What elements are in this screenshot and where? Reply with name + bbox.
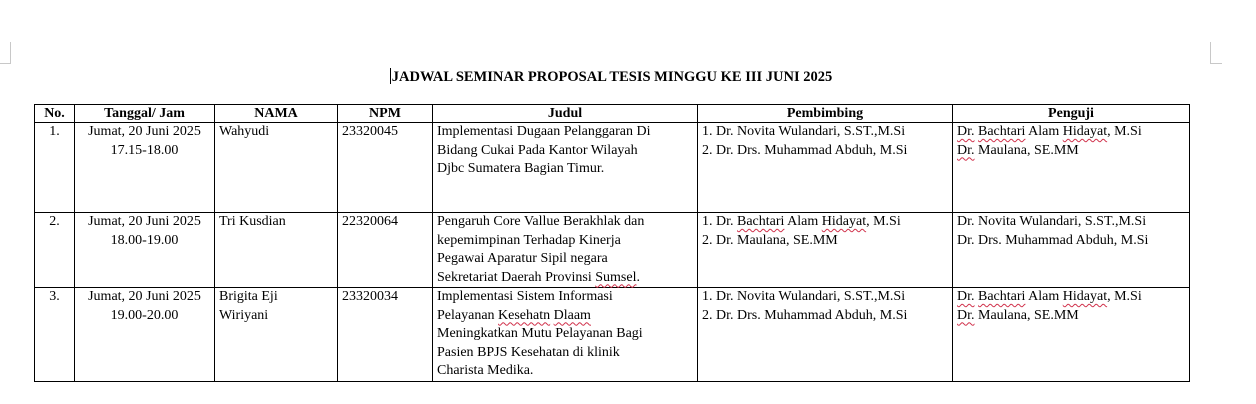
cell-penguji[interactable] xyxy=(953,213,1190,288)
pembimbing-item: 2. Dr. Drs. Muhammad Abduh, M.Si xyxy=(702,307,908,323)
cell-nama[interactable] xyxy=(215,123,338,213)
cell-tanggal-jam[interactable] xyxy=(75,288,215,382)
judul-line: Implementasi Sistem Informasi xyxy=(437,289,613,304)
spellcheck-flag: Bachtari xyxy=(737,214,785,229)
spellcheck-flag: Hidayat xyxy=(1062,124,1108,139)
cell-date: Jumat, 20 Juni 2025 xyxy=(88,124,201,139)
judul-line: Sekretariat Daerah Provinsi Sumsel. xyxy=(437,269,640,285)
cell-penguji[interactable] xyxy=(953,123,1190,213)
pembimbing-item: 1. Dr. Novita Wulandari, S.ST.,M.Si xyxy=(702,124,906,139)
header-no[interactable]: No. xyxy=(35,105,75,123)
spellcheck-flag: Dr. xyxy=(957,124,975,139)
cell-name-line: Wahyudi xyxy=(219,124,270,139)
spellcheck-flag: Hidayat xyxy=(821,214,867,229)
cell-name-line: Wiriyani xyxy=(219,307,269,323)
cell-judul[interactable] xyxy=(433,123,698,213)
penguji-item: Dr. Maulana, SE.MM xyxy=(957,307,1079,323)
cell-npm[interactable]: 22320064 xyxy=(338,213,433,288)
cell-judul[interactable] xyxy=(433,213,698,288)
header-pembimbing[interactable]: Pembimbing xyxy=(698,105,953,123)
penguji-item: Dr. Maulana, SE.MM xyxy=(957,142,1079,158)
judul-line: Pelayanan Kesehatn Dlaam xyxy=(437,307,591,323)
page-margin-mark-right-h xyxy=(1210,63,1222,64)
judul-line: Charista Medika. xyxy=(437,363,534,378)
table-row xyxy=(35,123,1190,213)
judul-line: Pengaruh Core Vallue Berakhlak dan xyxy=(437,214,645,229)
cell-judul[interactable] xyxy=(433,288,698,382)
text-cursor xyxy=(390,68,391,84)
header-nama[interactable]: NAMA xyxy=(215,105,338,123)
cell-time: 17.15-18.00 xyxy=(110,142,179,158)
spellcheck-flag: Bachtari xyxy=(978,289,1026,304)
cell-no[interactable]: 1. xyxy=(35,123,75,213)
header-npm[interactable]: NPM xyxy=(338,105,433,123)
spellcheck-flag: Sumsel xyxy=(595,269,637,285)
pembimbing-item: 1. Dr. Bachtari Alam Hidayat, M.Si xyxy=(702,214,901,229)
cell-date: Jumat, 20 Juni 2025 xyxy=(88,214,201,229)
cell-npm[interactable]: 23320034 xyxy=(338,288,433,382)
penguji-item: Dr. Bachtari Alam Hidayat, M.Si xyxy=(957,124,1142,139)
judul-line: Pasien BPJS Kesehatan di klinik xyxy=(437,344,620,360)
cell-date: Jumat, 20 Juni 2025 xyxy=(88,289,201,304)
document-title-text[interactable]: JADWAL SEMINAR PROPOSAL TESIS MINGGU KE III JUNI 2025 xyxy=(391,69,833,85)
page-margin-mark-left xyxy=(10,42,11,64)
spellcheck-flag: Hidayat xyxy=(1062,289,1108,304)
pembimbing-item: 1. Dr. Novita Wulandari, S.ST.,M.Si xyxy=(702,289,906,304)
spellcheck-flag: Dr. xyxy=(957,289,975,304)
cell-pembimbing[interactable] xyxy=(698,123,953,213)
pembimbing-item: 2. Dr. Drs. Muhammad Abduh, M.Si xyxy=(702,142,908,158)
cell-pembimbing[interactable] xyxy=(698,288,953,382)
cell-nama[interactable] xyxy=(215,288,338,382)
judul-line: Pegawai Aparatur Sipil negara xyxy=(437,251,608,266)
header-penguji[interactable]: Penguji xyxy=(953,105,1190,123)
cell-time: 18.00-19.00 xyxy=(110,232,179,248)
header-judul[interactable]: Judul xyxy=(433,105,698,123)
penguji-item: Dr. Novita Wulandari, S.ST.,M.Si xyxy=(957,214,1147,229)
cell-name-line: Brigita Eji xyxy=(219,289,278,304)
cell-no[interactable]: 2. xyxy=(35,213,75,288)
cell-pembimbing[interactable] xyxy=(698,213,953,288)
cell-penguji[interactable] xyxy=(953,288,1190,382)
cell-name-line: Tri Kusdian xyxy=(219,214,286,229)
pembimbing-item: 2. Dr. Maulana, SE.MM xyxy=(702,232,838,248)
table-row xyxy=(35,288,1190,382)
page-margin-mark-left-h xyxy=(0,63,10,64)
judul-line: Djbc Sumatera Bagian Timur. xyxy=(437,161,605,176)
spellcheck-flag: Dr. xyxy=(957,307,975,323)
cell-tanggal-jam[interactable] xyxy=(75,213,215,288)
cell-tanggal-jam[interactable] xyxy=(75,123,215,213)
judul-line: Meningkatkan Mutu Pelayanan Bagi xyxy=(437,326,643,341)
header-tanggal-jam[interactable]: Tanggal/ Jam xyxy=(75,105,215,123)
document-title xyxy=(0,68,1222,86)
judul-line: kepemimpinan Terhadap Kinerja xyxy=(437,232,621,248)
spellcheck-flag: Bachtari xyxy=(978,124,1026,139)
table-row xyxy=(35,213,1190,288)
spellcheck-flag: Kesehatn xyxy=(498,307,551,323)
table-header-row xyxy=(35,105,1190,123)
cell-time: 19.00-20.00 xyxy=(110,307,179,323)
cell-no[interactable]: 3. xyxy=(35,288,75,382)
schedule-table xyxy=(34,104,1190,382)
page-margin-mark-right xyxy=(1210,42,1211,64)
cell-npm[interactable]: 23320045 xyxy=(338,123,433,213)
judul-line: Bidang Cukai Pada Kantor Wilayah xyxy=(437,142,638,158)
penguji-item: Dr. Drs. Muhammad Abduh, M.Si xyxy=(957,232,1149,248)
spellcheck-flag: Dr. xyxy=(957,142,975,158)
judul-line: Implementasi Dugaan Pelanggaran Di xyxy=(437,124,651,139)
penguji-item: Dr. Bachtari Alam Hidayat, M.Si xyxy=(957,289,1142,304)
cell-nama[interactable] xyxy=(215,213,338,288)
spellcheck-flag: Dlaam xyxy=(553,307,591,323)
